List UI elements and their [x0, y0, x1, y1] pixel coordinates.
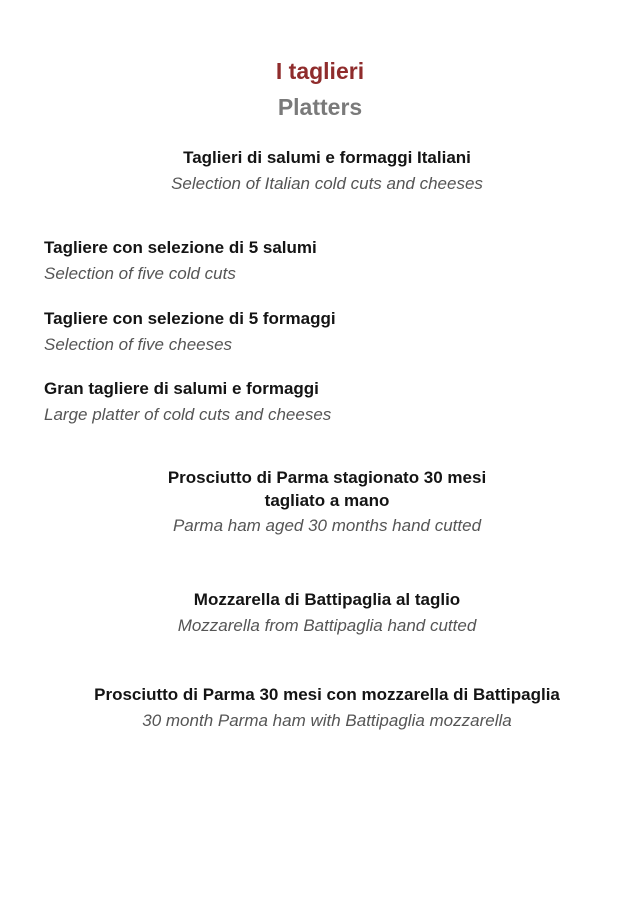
menu-item-five-cold-cuts [44, 236, 604, 285]
menu-item-large-platter [44, 377, 604, 426]
intro-item [0, 146, 640, 195]
menu-item-description: Parma ham aged 30 months hand cutted [172, 516, 482, 535]
menu-item-description: Large platter of cold cuts and cheeses [44, 405, 332, 424]
section-title-italian: I taglieri [275, 58, 365, 84]
menu-item-mozzarella [0, 588, 640, 637]
menu-item-name-line2: tagliato a mano [264, 491, 390, 510]
menu-item-five-cheeses [44, 307, 604, 356]
menu-item-description: 30 month Parma ham with Battipaglia mozzarella [142, 711, 512, 730]
menu-item-name: Tagliere con selezione di 5 salumi [44, 238, 317, 257]
section-title-english: Platters [277, 94, 363, 120]
menu-item-description: Selection of five cold cuts [44, 264, 236, 283]
menu-item-parma-mozzarella [0, 683, 640, 732]
menu-item-name-line1: Prosciutto di Parma stagionato 30 mesi [167, 468, 487, 487]
intro-item-description: Selection of Italian cold cuts and cheeses [171, 174, 483, 193]
intro-item-name: Taglieri di salumi e formaggi Italiani [183, 148, 471, 167]
menu-item-parma-ham [0, 466, 640, 537]
menu-item-name: Tagliere con selezione di 5 formaggi [44, 309, 336, 328]
menu-item-name: Prosciutto di Parma 30 mesi con mozzarella di Battipaglia [94, 685, 560, 704]
menu-item-description: Mozzarella from Battipaglia hand cutted [177, 616, 477, 635]
menu-item-description: Selection of five cheeses [44, 335, 233, 354]
menu-item-name: Gran tagliere di salumi e formaggi [44, 379, 319, 398]
menu-item-name: Mozzarella di Battipaglia al taglio [193, 590, 461, 609]
